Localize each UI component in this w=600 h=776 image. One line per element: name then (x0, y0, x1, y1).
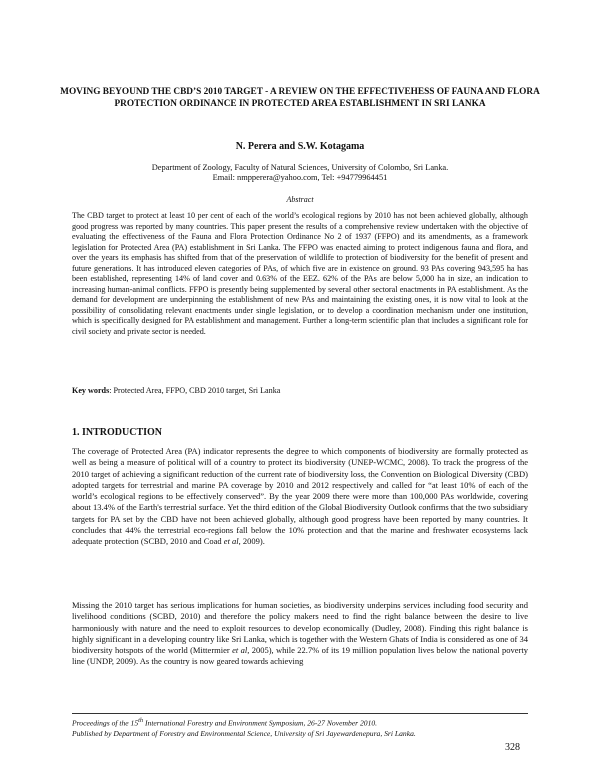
intro-p1-text-b: , 2009). (238, 536, 265, 547)
page-number: 328 (505, 742, 520, 753)
footer-line-1 (72, 716, 528, 729)
intro-paragraph-2 (72, 600, 528, 668)
footer-line-1-pre: Proceedings of the 15 (72, 718, 139, 728)
keywords-label: Key words (72, 386, 110, 395)
authors: N. Perera and S.W. Kotagama (235, 141, 365, 152)
keywords-text: : Protected Area, FFPO, CBD 2010 target, Sri Lanka (109, 386, 281, 395)
footer-line-1-sup: th (138, 717, 144, 724)
footer-divider (72, 713, 528, 714)
paper-title: MOVING BEYOUND THE CBD’S 2010 TARGET - A REVIEW ON THE EFFECTIVEHESS OF FAUNA AND FLORA PROTECTION ORDINANCE IN PROTECTED AREA ESTABLISHMENT IN SRI LANKA (60, 87, 540, 109)
affiliation (0, 163, 600, 183)
abstract-heading: Abstract (286, 195, 314, 204)
intro-p1-text-a: The coverage of Protected Area (PA) indicator represents the degree to which components of biodiversity are formally protected as well as being a measure of political will of a country to protect its biodiversity (UNEP-WCMC, 2008). To track the progress of the 2010 target of achieving a significant reduction of the current rate of biodiversity loss, the Convention on Biological Diversity (CBD) adopted targets for terrestrial and marine PA coverage by 2010 and 2012 respectively and called for “at least 10% of each of the world’s ecological regions to be effectively conserved”. By the year 2009 there were more than 100,000 PAs worldwide, covering about 13.4% of the Earth's terrestrial surface. Yet the third edition of the Global Biodiversity Outlook confirms that the two subsidiary targets for PA set by the CBD have not been achieved globally, although good progress have been reported by many countries. It concludes that 44% the terrestrial eco-regions fall below the 10% protection and that the marine and freshwater ecosystems lack adequate protection (SCBD, 2010 and Coad (72, 446, 528, 547)
intro-p1-etal: et al (223, 536, 239, 547)
intro-p2-text-b: , 2005), while 22.7% of its 19 million population lives below the national poverty line (UNDP, 2009). As the country is now geared towards achieving (72, 645, 528, 667)
intro-p2-text-a: Missing the 2010 target has serious implications for human societies, as biodiversity underpins services including food security and livelihood conditions (SCBD, 2010) and therefore the policy makers need to find the right balance between the desire to live harmoniously with nature and the need to exploit resources to develop economically (Dudley, 2008). Finding this right balance is highly significant in a developing country like Sri Lanka, which is together with the Western Ghats of India is considered as one of 34 biodiversity hotspots of the world (Mittermier (72, 600, 528, 656)
affiliation-contact: Email: nmpperera@yahoo.com, Tel: +94779964451 (212, 173, 388, 182)
proceedings-footer (72, 716, 528, 740)
affiliation-department: Department of Zoology, Faculty of Natural Sciences, University of Colombo, Sri Lanka. (151, 163, 449, 172)
abstract-text: The CBD target to protect at least 10 per cent of each of the world’s ecological regions by 2010 has not been achieved globally, although good progress was reported by many countries. This paper present the results of a comprehensive review undertaken with the objective of evaluating the effectiveness of the Fauna and Flora Protection Ordinance No 2 of 1937 (FFPO) and its amendments, as a framework legislation for Protected Area (PA) establishment in Sri Lanka. The FFPO was enacted aiming to protect indigenous fauna and flora, and over the years its emphasis has shifted from that of the preservation of wildlife to protection of biodiversity for the benefit of present and future generations. It has introduced eleven categories of PAs, of which five are in existence on ground. 93 PAs covering 943,595 ha has been established, representing 14% of land cover and 0.63% of the EEZ. 62% of the PAs are below 5,000 ha in size, an indication to increasing human-animal conflicts. FFPO is presently being supplemented by several other sectoral enactments in PA establishment. As the demand for development are underpinning the establishment of new PAs and maintaining the existing ones, it is now vital to look at the possibility of consolidating relevant enactments under single legislation, or to develop a coordination mechanism under one institution, which is specifically designed for PA establishment and management. Further a long-term scientific plan that includes a significant role for civil society and private sector is needed. (72, 211, 528, 336)
footer-line-2: Published by Department of Forestry and Environmental Science, University of Sri Jayewardenepura, Sri Lanka. (72, 729, 416, 739)
section-heading-introduction: 1. INTRODUCTION (72, 427, 163, 438)
intro-p2-etal: et al (232, 645, 248, 656)
keywords (72, 386, 528, 395)
footer-line-1-post: International Forestry and Environment Symposium, 26-27 November 2010. (143, 718, 378, 728)
intro-paragraph-1 (72, 446, 528, 548)
